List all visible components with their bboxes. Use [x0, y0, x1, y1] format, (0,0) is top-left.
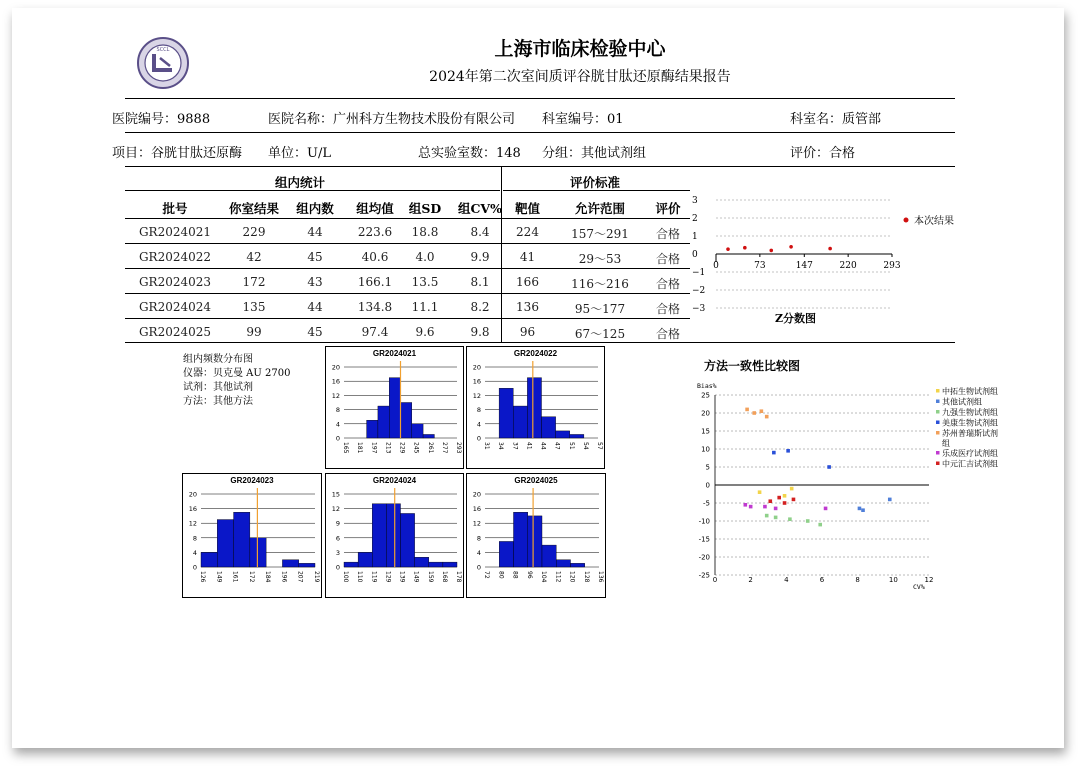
- total-labs: 总实验室数：148: [418, 146, 521, 161]
- histogram-bar: [401, 513, 415, 567]
- x-tick-label: 119: [370, 571, 378, 583]
- x-tick-label: 136: [597, 571, 604, 583]
- y-tick-label: 20: [701, 409, 710, 418]
- histogram-bar: [423, 434, 434, 438]
- z-point: [743, 246, 747, 250]
- histogram-bar: [389, 378, 400, 438]
- histogram-bar: [542, 417, 556, 438]
- hospital-no: 医院编号：9888: [112, 112, 211, 127]
- legend-label: 苏州普瑞斯试剂: [942, 429, 998, 438]
- y-tick-label: -15: [698, 535, 710, 544]
- table-cell: 134.8: [357, 300, 393, 314]
- method-point: [772, 451, 776, 455]
- logo-label: SCCL: [156, 47, 170, 53]
- y-tick-label: 8: [476, 534, 481, 543]
- x-tick-label: 10: [888, 576, 898, 584]
- y-tick-label: 8: [335, 406, 340, 415]
- item-name: 项目：谷胱甘肽还原酶: [112, 146, 243, 161]
- clinical-center-logo: [136, 36, 190, 90]
- histogram-bar: [401, 403, 412, 439]
- method-point: [788, 517, 792, 521]
- y-tick-label: 0: [476, 434, 481, 443]
- histogram-bar: [378, 406, 389, 438]
- z-score-plot: [680, 190, 970, 325]
- histogram-title: GR2024024: [372, 476, 417, 485]
- x-tick-label: 219: [313, 571, 320, 583]
- x-tick-label: 72: [483, 571, 490, 579]
- x-tick-label: 34: [497, 442, 505, 450]
- method-point: [888, 498, 892, 502]
- unit: 单位：U/L: [268, 146, 331, 161]
- legend-label: 美康生物试剂组: [942, 418, 998, 428]
- table-cell: 166.1: [357, 275, 393, 289]
- x-tick-label: 168: [440, 571, 448, 583]
- y-tick-label: 20: [188, 490, 197, 499]
- y-tick-label: 0: [192, 563, 197, 572]
- x-tick-label: 4: [784, 576, 789, 584]
- table-cell: 13.5: [411, 275, 439, 289]
- method-point: [758, 490, 762, 494]
- x-tick-label: 12: [924, 576, 934, 584]
- y-tick-label: 12: [472, 391, 481, 400]
- histogram-bar: [367, 420, 378, 438]
- histogram-title: GR2024021: [372, 349, 417, 358]
- histogram-gr2024025: [466, 473, 606, 598]
- histogram-bar: [528, 516, 542, 567]
- histogram-bar: [372, 504, 386, 567]
- z-point: [726, 247, 730, 251]
- y-tick-label: 16: [331, 377, 340, 386]
- divider: [125, 98, 955, 99]
- y-tick-label: −2: [692, 286, 706, 296]
- divider: [125, 166, 955, 167]
- table-cell: 224: [516, 225, 539, 239]
- method-point: [763, 505, 767, 509]
- table-cell: 67～125: [574, 327, 626, 341]
- x-tick-label: 172: [247, 571, 255, 583]
- freq-info-title: 组内频数分布图: [183, 354, 253, 365]
- column-header: 靶值: [514, 201, 540, 216]
- method-point: [765, 415, 769, 419]
- x-tick-label: 100: [342, 571, 349, 583]
- x-tick-label: 128: [582, 571, 590, 583]
- y-tick-label: 16: [472, 505, 481, 514]
- x-tick-label: 207: [296, 571, 304, 583]
- histogram-title: GR2024022: [513, 349, 558, 358]
- table-cell: 41: [519, 250, 536, 264]
- y-tick-label: 20: [472, 490, 481, 499]
- table-cell: 合格: [655, 227, 680, 241]
- histogram-bar: [571, 563, 585, 567]
- y-tick-label: 6: [335, 534, 340, 543]
- x-tick-label: 161: [231, 571, 239, 583]
- histogram-bar: [415, 557, 429, 567]
- criteria-header: 评价标准: [569, 175, 620, 190]
- method-point: [861, 508, 865, 512]
- method-point: [783, 494, 787, 498]
- legend-marker: [936, 421, 940, 425]
- table-cell: 229: [242, 225, 266, 239]
- x-tick-label: 261: [426, 442, 434, 454]
- table-cell: GR2024024: [138, 300, 212, 314]
- legend-marker: [936, 451, 940, 455]
- method-point: [858, 507, 862, 511]
- legend-marker: [936, 400, 940, 404]
- x-tick-label: 73: [754, 261, 766, 271]
- histogram-title: GR2024025: [514, 476, 558, 485]
- table-cell: 166: [516, 275, 539, 289]
- legend-marker: [904, 218, 909, 223]
- method-point: [744, 503, 748, 507]
- table-cell: 44: [307, 225, 323, 239]
- y-tick-label: 5: [705, 463, 710, 472]
- column-header: 评价: [655, 201, 681, 216]
- y-axis-label: Bias%: [697, 382, 717, 390]
- histogram-bar: [386, 504, 400, 567]
- report-subtitle: 2024年第二次室间质评谷胱甘肽还原酶结果报告: [429, 69, 731, 85]
- table-cell: 95～177: [574, 302, 626, 316]
- y-tick-label: 4: [335, 420, 340, 429]
- histogram-bar: [217, 520, 233, 567]
- x-tick-label: 104: [540, 571, 547, 583]
- y-tick-label: 20: [472, 363, 481, 372]
- table-cell: 4.0: [415, 250, 435, 264]
- z-plot-title: Z分数图: [775, 312, 817, 325]
- legend-marker: [936, 431, 940, 435]
- method-point: [792, 498, 796, 502]
- table-cell: 9.9: [470, 250, 490, 264]
- y-tick-label: 8: [476, 406, 481, 415]
- x-tick-label: 184: [264, 571, 272, 583]
- method-point: [790, 487, 794, 491]
- group: 分组：其他试剂组: [542, 146, 647, 161]
- table-cell: 223.6: [357, 225, 393, 239]
- y-tick-label: 12: [472, 519, 481, 528]
- histogram-bar: [282, 560, 298, 567]
- x-tick-label: 139: [398, 571, 406, 583]
- table-cell: 44: [307, 300, 323, 314]
- x-tick-label: 57: [596, 442, 603, 450]
- table-cell: 11.1: [411, 300, 439, 314]
- x-tick-label: 229: [398, 442, 406, 454]
- y-tick-label: 15: [701, 427, 710, 436]
- method-point: [824, 507, 828, 511]
- y-tick-label: 4: [476, 420, 481, 429]
- table-cell: 8.4: [470, 225, 490, 239]
- histogram-bar: [250, 538, 266, 567]
- column-header: 允许范围: [574, 201, 625, 216]
- y-tick-label: 4: [192, 548, 197, 557]
- y-tick-label: −1: [692, 268, 706, 278]
- y-tick-label: 16: [188, 505, 197, 514]
- x-tick-label: 245: [412, 442, 420, 454]
- x-tick-label: 293: [883, 261, 901, 271]
- x-tick-label: 120: [568, 571, 576, 583]
- table-cell: 135: [242, 300, 266, 314]
- column-header: 组SD: [408, 201, 442, 216]
- table-cell: 合格: [655, 252, 680, 266]
- y-tick-label: -10: [698, 517, 710, 526]
- table-cell: GR2024022: [138, 250, 212, 264]
- y-tick-label: 15: [331, 490, 340, 499]
- method-point: [752, 411, 756, 415]
- method-point: [774, 516, 778, 520]
- x-tick-label: 147: [795, 261, 813, 271]
- x-tick-label: 129: [384, 571, 392, 583]
- x-tick-label: 112: [554, 571, 562, 583]
- x-tick-label: 37: [511, 442, 519, 450]
- histogram-bar: [499, 541, 513, 567]
- histogram-bar: [514, 512, 528, 567]
- legend-label: 九强生物试剂组: [942, 408, 998, 417]
- center-title: 上海市临床检验中心: [494, 38, 666, 60]
- z-point: [769, 249, 773, 253]
- y-tick-label: -5: [703, 499, 710, 508]
- method-point: [818, 523, 822, 527]
- x-tick-label: 2: [748, 576, 753, 584]
- y-tick-label: 8: [192, 534, 197, 543]
- y-tick-label: 9: [335, 519, 340, 528]
- column-header: 批号: [162, 201, 188, 216]
- table-cell: 合格: [655, 302, 680, 316]
- histogram-bar: [412, 424, 423, 438]
- x-tick-label: 44: [539, 442, 547, 450]
- freq-info-method: 方法：其他方法: [183, 396, 253, 407]
- y-tick-label: 16: [472, 377, 481, 386]
- freq-info: [183, 353, 290, 409]
- x-tick-label: 220: [839, 261, 857, 271]
- table-cell: 29～53: [578, 252, 622, 266]
- column-header: 组均值: [356, 201, 394, 216]
- method-point: [783, 501, 787, 505]
- y-tick-label: 1: [692, 232, 698, 242]
- x-tick-label: 31: [483, 442, 490, 450]
- histogram-title: GR2024023: [230, 476, 274, 485]
- method-point: [777, 496, 781, 500]
- table-cell: 45: [307, 250, 323, 264]
- legend-marker: [936, 410, 940, 414]
- dept-name: 科室名：质管部: [790, 112, 882, 127]
- table-cell: 合格: [655, 277, 680, 291]
- method-point: [827, 465, 831, 469]
- histogram-bar: [556, 431, 570, 438]
- histogram-gr2024023: [182, 473, 322, 598]
- x-tick-label: 6: [819, 576, 825, 584]
- x-tick-label: 213: [384, 442, 392, 454]
- table-cell: 40.6: [361, 250, 389, 264]
- y-tick-label: 12: [331, 505, 340, 514]
- x-tick-label: 196: [280, 571, 288, 583]
- z-point: [789, 245, 793, 249]
- legend-label: 其他试剂组: [942, 397, 982, 407]
- evaluation: 评价：合格: [790, 146, 856, 161]
- x-tick-label: 165: [342, 442, 349, 454]
- method-point: [745, 408, 749, 412]
- column-header: 组内数: [296, 201, 334, 216]
- x-tick-label: 277: [440, 442, 448, 454]
- y-tick-label: 0: [705, 481, 710, 490]
- method-point: [768, 499, 772, 503]
- group-stats-header: 组内统计: [274, 175, 325, 190]
- table-cell: 8.2: [470, 300, 490, 314]
- legend-label: 中元汇吉试剂组: [942, 459, 998, 469]
- histogram-bar: [513, 406, 527, 438]
- table-cell: 43: [307, 275, 323, 289]
- legend-label: 乐成医疗试剂组: [942, 449, 998, 458]
- legend-marker: [936, 462, 940, 466]
- method-comparison-plot: [695, 380, 1015, 595]
- method-point: [806, 519, 810, 523]
- x-tick-label: 159: [426, 571, 434, 583]
- histogram-bar: [344, 562, 358, 567]
- table-cell: 45: [307, 325, 323, 339]
- y-tick-label: 0: [335, 434, 340, 443]
- legend-marker: [936, 389, 940, 393]
- x-tick-label: 149: [215, 571, 223, 583]
- x-axis-label: CV%: [913, 583, 925, 591]
- x-tick-label: 80: [497, 571, 505, 579]
- y-tick-label: 3: [335, 548, 340, 557]
- table-cell: 136: [516, 300, 539, 314]
- y-tick-label: 2: [692, 214, 698, 224]
- table-cell: 97.4: [361, 325, 389, 339]
- x-tick-label: 181: [356, 442, 364, 454]
- divider: [125, 132, 955, 133]
- histogram-bar: [201, 552, 217, 567]
- x-tick-label: 51: [567, 442, 575, 450]
- y-tick-label: 3: [692, 196, 698, 206]
- x-tick-label: 88: [511, 571, 519, 579]
- table-cell: 合格: [655, 327, 680, 341]
- table-cell: 157～291: [571, 227, 629, 241]
- y-tick-label: 12: [331, 391, 340, 400]
- table-cell: 172: [242, 275, 266, 289]
- legend-label-cont: 组: [942, 439, 950, 448]
- histogram-gr2024022: [466, 346, 605, 469]
- y-tick-label: -25: [698, 571, 710, 580]
- y-tick-label: 0: [692, 250, 698, 260]
- x-tick-label: 0: [712, 576, 718, 584]
- y-tick-label: 4: [476, 548, 481, 557]
- table-cell: 18.8: [411, 225, 439, 239]
- histogram-bar: [299, 563, 315, 567]
- x-tick-label: 47: [553, 442, 561, 450]
- column-header: 组CV%: [457, 201, 503, 216]
- histogram-bar: [556, 560, 570, 567]
- hospital-name: 医院名称：广州科方生物技术股份有限公司: [268, 112, 516, 127]
- table-cell: 116～216: [571, 277, 629, 291]
- table-cell: 99: [246, 325, 262, 339]
- histogram-gr2024021: [325, 346, 464, 469]
- x-tick-label: 126: [199, 571, 206, 583]
- histogram-bar: [570, 434, 584, 438]
- table-cell: GR2024023: [138, 275, 212, 289]
- x-tick-label: 197: [370, 442, 378, 454]
- histogram-gr2024024: [325, 473, 464, 598]
- table-cell: 96: [519, 325, 536, 339]
- x-tick-label: 41: [525, 442, 533, 450]
- table-cell: 9.6: [415, 325, 435, 339]
- z-point: [828, 247, 832, 251]
- divider: [125, 342, 955, 343]
- freq-info-instrument: 仪器：贝克曼 AU 2700: [183, 368, 291, 379]
- x-tick-label: 149: [412, 571, 420, 583]
- histogram-bar: [358, 552, 372, 567]
- y-tick-label: 25: [701, 391, 710, 400]
- method-point: [749, 505, 753, 509]
- table-cell: 8.1: [470, 275, 490, 289]
- x-tick-label: 110: [356, 571, 364, 583]
- histogram-bar: [542, 545, 556, 567]
- method-point: [786, 449, 790, 453]
- histogram-bar: [429, 562, 443, 567]
- x-tick-label: 96: [525, 571, 533, 579]
- legend-label: 中拓生物试剂组: [942, 387, 998, 396]
- x-tick-label: 178: [455, 571, 462, 583]
- y-tick-label: 20: [331, 363, 340, 372]
- y-tick-label: 10: [701, 445, 710, 454]
- table-cell: 9.8: [470, 325, 490, 339]
- y-tick-label: 0: [335, 563, 340, 572]
- y-tick-label: 0: [476, 563, 481, 572]
- method-point: [774, 507, 778, 511]
- table-cell: GR2024021: [138, 225, 212, 239]
- method-point: [765, 514, 769, 518]
- lab-no: 科室编号：01: [542, 112, 624, 127]
- histogram-bar: [499, 388, 513, 438]
- x-tick-label: 0: [713, 261, 719, 271]
- method-point: [760, 409, 764, 413]
- histogram-bar: [527, 378, 541, 438]
- table-cell: 42: [246, 250, 262, 264]
- y-tick-label: 12: [188, 519, 197, 528]
- histogram-bar: [443, 562, 457, 567]
- column-header: 你室结果: [228, 201, 279, 216]
- y-tick-label: −3: [692, 304, 706, 314]
- legend-label: 本次结果: [914, 216, 954, 227]
- histogram-bar: [234, 512, 250, 567]
- x-tick-label: 8: [855, 576, 860, 584]
- x-tick-label: 293: [455, 442, 462, 454]
- freq-info-reagent: 试剂：其他试剂: [183, 382, 253, 393]
- table-cell: GR2024025: [138, 325, 212, 339]
- x-tick-label: 54: [581, 442, 589, 450]
- y-tick-label: -20: [698, 553, 710, 562]
- method-plot-title: 方法一致性比较图: [704, 359, 801, 373]
